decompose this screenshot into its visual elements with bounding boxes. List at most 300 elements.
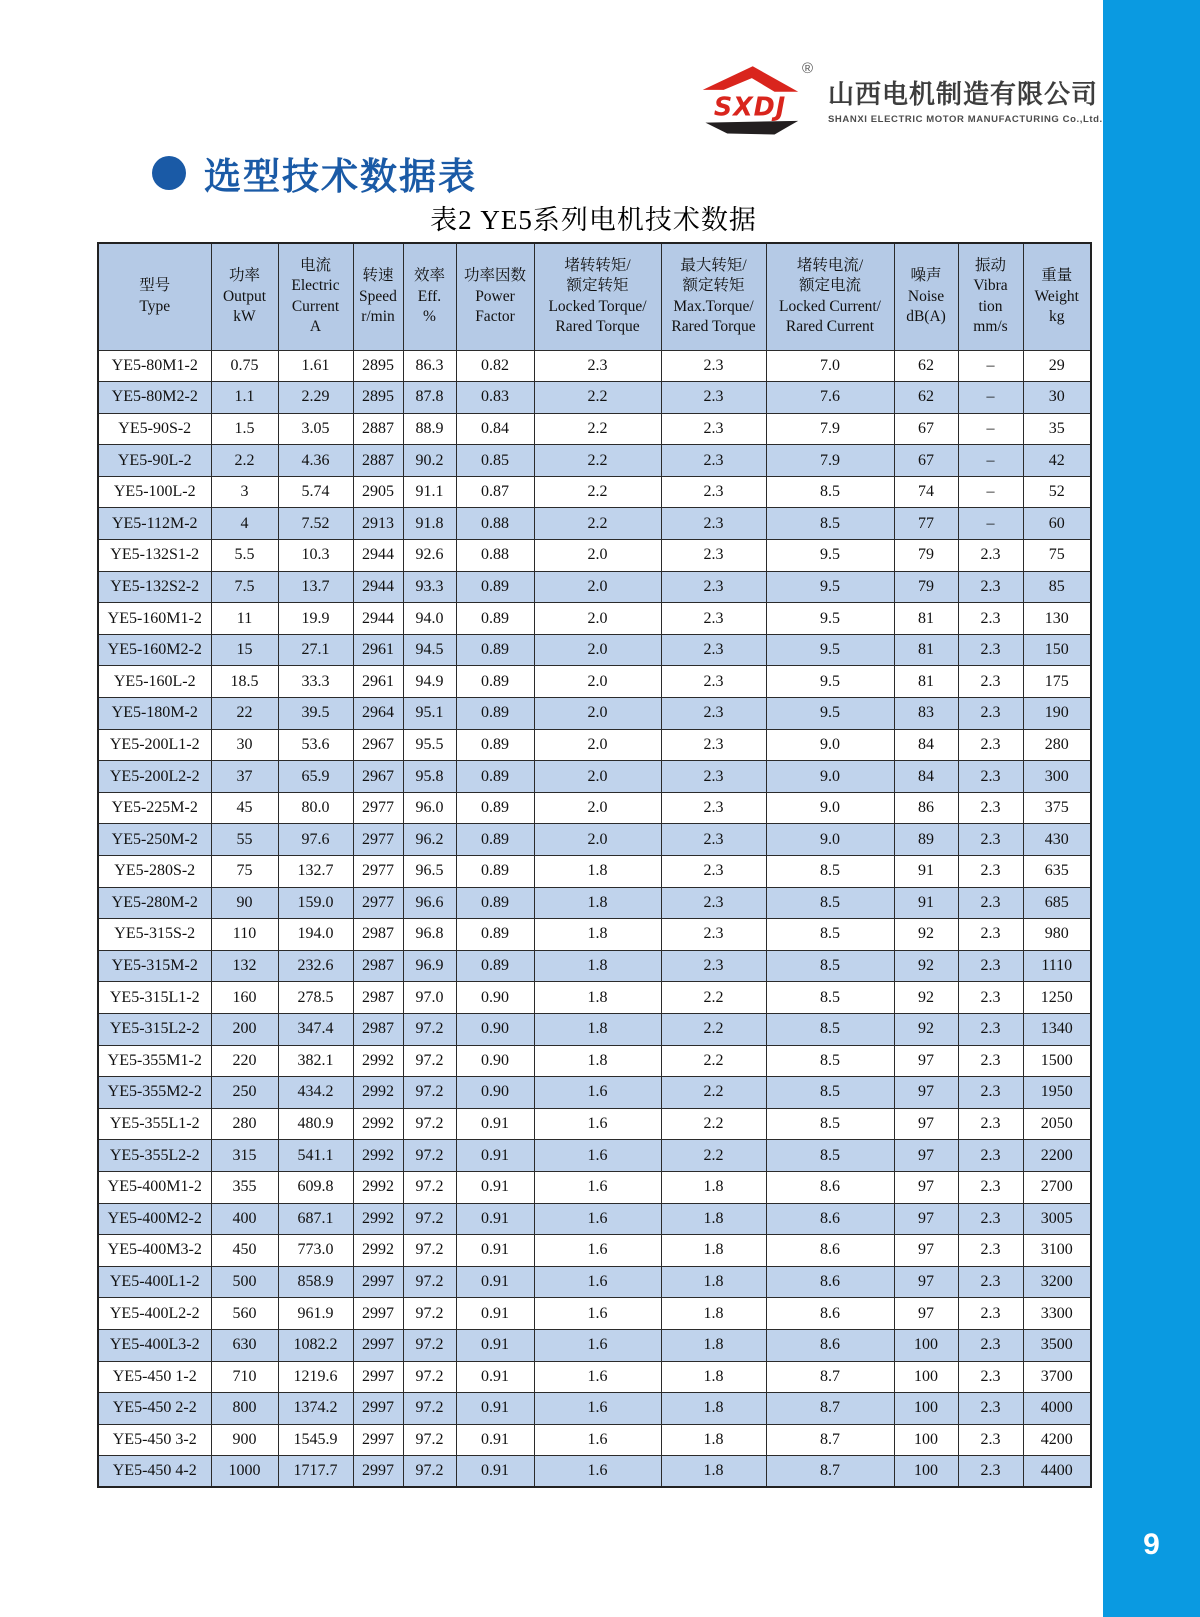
table-cell: 8.5 <box>766 887 894 919</box>
table-cell: 2.2 <box>534 476 661 508</box>
table-cell: 2.3 <box>958 571 1023 603</box>
table-cell: 86 <box>894 792 958 824</box>
table-cell: 9.0 <box>766 761 894 793</box>
table-cell: 8.5 <box>766 919 894 951</box>
table-cell: 2.3 <box>958 729 1023 761</box>
table-cell: 8.5 <box>766 1108 894 1140</box>
table-row <box>98 1108 1091 1140</box>
table-cell: 1.8 <box>661 1203 766 1235</box>
table-cell: 7.9 <box>766 413 894 445</box>
table-row <box>98 1298 1091 1330</box>
table-cell: 1.6 <box>534 1329 661 1361</box>
table-cell: 315 <box>211 1140 278 1172</box>
table-cell: 2.2 <box>534 508 661 540</box>
table-cell: 96.8 <box>403 919 456 951</box>
table-cell: 1.6 <box>534 1266 661 1298</box>
table-cell: 0.87 <box>456 476 534 508</box>
table-cell: 100 <box>894 1393 958 1425</box>
table-cell: 0.91 <box>456 1361 534 1393</box>
table-cell: 2.3 <box>661 382 766 414</box>
table-cell: 2.3 <box>958 761 1023 793</box>
table-cell: 1219.6 <box>278 1361 353 1393</box>
table-cell: 1.6 <box>534 1171 661 1203</box>
table-cell: YE5-200L1-2 <box>98 729 211 761</box>
table-row <box>98 508 1091 540</box>
table-cell: 1.6 <box>534 1298 661 1330</box>
table-cell: 0.75 <box>211 350 278 382</box>
table-cell: 2.3 <box>958 919 1023 951</box>
table-cell: YE5-280S-2 <box>98 856 211 888</box>
table-cell: 2.0 <box>534 824 661 856</box>
table-cell: 8.6 <box>766 1266 894 1298</box>
table-cell: 2.0 <box>534 666 661 698</box>
table-cell: 3.05 <box>278 413 353 445</box>
table-cell: 8.6 <box>766 1298 894 1330</box>
table-cell: 97.2 <box>403 1361 456 1393</box>
table-cell: YE5-400M3-2 <box>98 1235 211 1267</box>
table-cell: 89 <box>894 824 958 856</box>
table-row <box>98 1203 1091 1235</box>
table-cell: 2992 <box>353 1203 403 1235</box>
table-cell: YE5-400L3-2 <box>98 1329 211 1361</box>
table-cell: YE5-160M1-2 <box>98 603 211 635</box>
table-cell: 96.5 <box>403 856 456 888</box>
table-cell: 2.3 <box>958 1171 1023 1203</box>
table-row <box>98 824 1091 856</box>
table-cell: 91.8 <box>403 508 456 540</box>
table-cell: 110 <box>211 919 278 951</box>
table-cell: 500 <box>211 1266 278 1298</box>
table-cell: 5.5 <box>211 540 278 572</box>
table-cell: 2997 <box>353 1424 403 1456</box>
table-cell: 96.0 <box>403 792 456 824</box>
table-cell: 9.5 <box>766 634 894 666</box>
column-header: 重量 Weight kg <box>1023 243 1091 350</box>
table-cell: YE5-132S2-2 <box>98 571 211 603</box>
table-cell: 2.3 <box>958 1298 1023 1330</box>
table-cell: 8.7 <box>766 1424 894 1456</box>
table-cell: 2.3 <box>661 698 766 730</box>
table-cell: 0.90 <box>456 982 534 1014</box>
table-cell: – <box>958 413 1023 445</box>
table-cell: 4200 <box>1023 1424 1091 1456</box>
column-header: 噪声 Noise dB(A) <box>894 243 958 350</box>
table-cell: 97.2 <box>403 1393 456 1425</box>
table-row <box>98 1013 1091 1045</box>
table-cell: – <box>958 382 1023 414</box>
table-cell: 83 <box>894 698 958 730</box>
table-cell: 1.6 <box>534 1203 661 1235</box>
registered-trademark-icon: ® <box>802 60 814 77</box>
table-cell: 1.6 <box>534 1108 661 1140</box>
table-cell: 96.9 <box>403 950 456 982</box>
table-cell: YE5-400L2-2 <box>98 1298 211 1330</box>
table-cell: 5.74 <box>278 476 353 508</box>
table-cell: 13.7 <box>278 571 353 603</box>
table-cell: 42 <box>1023 445 1091 477</box>
table-cell: 97.2 <box>403 1266 456 1298</box>
table-cell: 2967 <box>353 761 403 793</box>
table-cell: 84 <box>894 729 958 761</box>
table-cell: 2.3 <box>661 919 766 951</box>
table-cell: 1.8 <box>661 1361 766 1393</box>
table-cell: 10.3 <box>278 540 353 572</box>
table-cell: 2200 <box>1023 1140 1091 1172</box>
table-cell: 92 <box>894 1013 958 1045</box>
table-row <box>98 413 1091 445</box>
table-cell: 95.8 <box>403 761 456 793</box>
table-cell: 630 <box>211 1329 278 1361</box>
table-row <box>98 919 1091 951</box>
table-cell: 0.84 <box>456 413 534 445</box>
table-cell: 280 <box>211 1108 278 1140</box>
table-cell: 2.3 <box>958 856 1023 888</box>
table-cell: YE5-160L-2 <box>98 666 211 698</box>
table-cell: 961.9 <box>278 1298 353 1330</box>
table-cell: 97 <box>894 1108 958 1140</box>
table-cell: YE5-450 3-2 <box>98 1424 211 1456</box>
company-name-en: SHANXI ELECTRIC MOTOR MANUFACTURING Co.,Ltd. <box>828 114 1103 125</box>
table-cell: – <box>958 508 1023 540</box>
table-cell: 8.5 <box>766 1045 894 1077</box>
table-cell: YE5-200L2-2 <box>98 761 211 793</box>
table-cell: 79 <box>894 540 958 572</box>
bullet-icon <box>152 156 186 190</box>
table-row <box>98 1140 1091 1172</box>
table-cell: 1.8 <box>534 887 661 919</box>
table-cell: 2.2 <box>534 382 661 414</box>
table-cell: YE5-355M1-2 <box>98 1045 211 1077</box>
table-cell: 8.7 <box>766 1456 894 1488</box>
table-cell: 9.0 <box>766 729 894 761</box>
table-cell: 8.5 <box>766 1077 894 1109</box>
table-cell: 2.3 <box>661 445 766 477</box>
column-header: 振动 Vibra tion mm/s <box>958 243 1023 350</box>
table-cell: – <box>958 350 1023 382</box>
table-cell: 800 <box>211 1393 278 1425</box>
table-cell: 480.9 <box>278 1108 353 1140</box>
table-cell: 1082.2 <box>278 1329 353 1361</box>
table-cell: 75 <box>211 856 278 888</box>
table-cell: 2895 <box>353 382 403 414</box>
table-cell: 2.3 <box>661 476 766 508</box>
table-cell: 1.6 <box>534 1077 661 1109</box>
table-cell: YE5-400L1-2 <box>98 1266 211 1298</box>
table-cell: YE5-90L-2 <box>98 445 211 477</box>
table-cell: YE5-315L1-2 <box>98 982 211 1014</box>
table-row <box>98 761 1091 793</box>
motor-data-table <box>97 242 1092 1488</box>
table-cell: 2992 <box>353 1077 403 1109</box>
table-cell: 2992 <box>353 1140 403 1172</box>
table-cell: 2.3 <box>958 1045 1023 1077</box>
table-cell: 382.1 <box>278 1045 353 1077</box>
table-cell: 2.0 <box>534 634 661 666</box>
table-row <box>98 792 1091 824</box>
table-cell: 2944 <box>353 603 403 635</box>
table-cell: 2.3 <box>661 666 766 698</box>
column-header: 功率 Output kW <box>211 243 278 350</box>
table-cell: 52 <box>1023 476 1091 508</box>
table-cell: 1.6 <box>534 1235 661 1267</box>
table-cell: 2.0 <box>534 729 661 761</box>
table-cell: 2.3 <box>958 1203 1023 1235</box>
table-cell: 2.3 <box>661 729 766 761</box>
table-cell: 300 <box>1023 761 1091 793</box>
table-cell: 97 <box>894 1298 958 1330</box>
table-cell: 3005 <box>1023 1203 1091 1235</box>
table-cell: 2.3 <box>958 1266 1023 1298</box>
table-body <box>98 350 1091 1487</box>
table-cell: 92 <box>894 950 958 982</box>
table-cell: 2.3 <box>661 350 766 382</box>
table-cell: 9.0 <box>766 792 894 824</box>
table-cell: 2987 <box>353 1013 403 1045</box>
table-cell: 2.3 <box>958 1361 1023 1393</box>
table-cell: 355 <box>211 1171 278 1203</box>
table-cell: 2887 <box>353 413 403 445</box>
table-row <box>98 1077 1091 1109</box>
table-cell: 2.3 <box>958 603 1023 635</box>
table-cell: 2.3 <box>534 350 661 382</box>
table-cell: 2.0 <box>534 761 661 793</box>
table-cell: 90 <box>211 887 278 919</box>
table-cell: 33.3 <box>278 666 353 698</box>
table-title: 表2 YE5系列电机技术数据 <box>430 205 757 235</box>
table-cell: 8.5 <box>766 982 894 1014</box>
table-cell: 2.2 <box>211 445 278 477</box>
table-cell: 2.3 <box>958 1424 1023 1456</box>
table-cell: YE5-180M-2 <box>98 698 211 730</box>
table-cell: 159.0 <box>278 887 353 919</box>
table-cell: 2977 <box>353 792 403 824</box>
table-cell: 1.8 <box>661 1424 766 1456</box>
table-row <box>98 729 1091 761</box>
table-cell: 1110 <box>1023 950 1091 982</box>
table-cell: 8.5 <box>766 856 894 888</box>
table-cell: 1717.7 <box>278 1456 353 1488</box>
table-cell: YE5-450 1-2 <box>98 1361 211 1393</box>
table-cell: 2987 <box>353 950 403 982</box>
table-header-row <box>98 243 1091 350</box>
table-cell: 2997 <box>353 1393 403 1425</box>
table-cell: 200 <box>211 1013 278 1045</box>
table-cell: 2.3 <box>661 413 766 445</box>
table-cell: 22 <box>211 698 278 730</box>
table-cell: YE5-112M-2 <box>98 508 211 540</box>
table-cell: 2.3 <box>958 1140 1023 1172</box>
table-cell: 2997 <box>353 1329 403 1361</box>
table-row <box>98 698 1091 730</box>
table-cell: 85 <box>1023 571 1091 603</box>
table-cell: 900 <box>211 1424 278 1456</box>
table-cell: 77 <box>894 508 958 540</box>
table-cell: 635 <box>1023 856 1091 888</box>
table-cell: YE5-355L1-2 <box>98 1108 211 1140</box>
table-cell: 84 <box>894 761 958 793</box>
table-cell: 220 <box>211 1045 278 1077</box>
table-cell: 0.91 <box>456 1329 534 1361</box>
table-cell: 92 <box>894 919 958 951</box>
table-cell: – <box>958 445 1023 477</box>
table-cell: 2.2 <box>661 1077 766 1109</box>
table-cell: 100 <box>894 1456 958 1488</box>
table-cell: 8.5 <box>766 1013 894 1045</box>
table-cell: 150 <box>1023 634 1091 666</box>
table-row <box>98 1329 1091 1361</box>
table-cell: 0.91 <box>456 1108 534 1140</box>
column-header: 转速 Speed r/min <box>353 243 403 350</box>
table-cell: 2.3 <box>958 1329 1023 1361</box>
table-cell: 1.61 <box>278 350 353 382</box>
table-cell: 62 <box>894 350 958 382</box>
table-cell: 87.8 <box>403 382 456 414</box>
table-cell: 3500 <box>1023 1329 1091 1361</box>
table-cell: 9.5 <box>766 698 894 730</box>
table-cell: 0.88 <box>456 508 534 540</box>
table-row <box>98 571 1091 603</box>
table-cell: 0.91 <box>456 1298 534 1330</box>
table-cell: 53.6 <box>278 729 353 761</box>
table-cell: 0.89 <box>456 698 534 730</box>
table-cell: 400 <box>211 1203 278 1235</box>
table-cell: 1.8 <box>661 1266 766 1298</box>
table-cell: 11 <box>211 603 278 635</box>
table-cell: 86.3 <box>403 350 456 382</box>
table-cell: 132 <box>211 950 278 982</box>
table-cell: 74 <box>894 476 958 508</box>
table-cell: 2.3 <box>958 666 1023 698</box>
table-cell: 160 <box>211 982 278 1014</box>
table-row <box>98 350 1091 382</box>
table-cell: 2997 <box>353 1456 403 1488</box>
table-cell: 2.3 <box>661 824 766 856</box>
table-cell: 2.3 <box>958 950 1023 982</box>
table-cell: 0.89 <box>456 729 534 761</box>
table-cell: 2.2 <box>661 1140 766 1172</box>
table-cell: 1.6 <box>534 1424 661 1456</box>
table-cell: 81 <box>894 634 958 666</box>
table-row <box>98 634 1091 666</box>
table-cell: 1.1 <box>211 382 278 414</box>
table-cell: 2.3 <box>958 1108 1023 1140</box>
table-cell: 0.89 <box>456 856 534 888</box>
table-cell: 2.3 <box>661 508 766 540</box>
table-cell: 96.6 <box>403 887 456 919</box>
table-cell: 0.91 <box>456 1393 534 1425</box>
column-header: 型号 Type <box>98 243 211 350</box>
table-cell: 2992 <box>353 1108 403 1140</box>
table-cell: 1000 <box>211 1456 278 1488</box>
table-cell: 8.6 <box>766 1235 894 1267</box>
table-cell: 1.8 <box>534 1045 661 1077</box>
table-row <box>98 1361 1091 1393</box>
table-cell: 1.6 <box>534 1140 661 1172</box>
table-cell: 0.91 <box>456 1235 534 1267</box>
table-cell: 55 <box>211 824 278 856</box>
table-cell: YE5-450 4-2 <box>98 1456 211 1488</box>
table-cell: YE5-315S-2 <box>98 919 211 951</box>
svg-text:SXDJ: SXDJ <box>713 92 787 123</box>
table-cell: 280 <box>1023 729 1091 761</box>
table-row <box>98 1045 1091 1077</box>
table-cell: 65.9 <box>278 761 353 793</box>
table-row <box>98 1393 1091 1425</box>
table-cell: 278.5 <box>278 982 353 1014</box>
table-cell: 15 <box>211 634 278 666</box>
table-cell: 0.82 <box>456 350 534 382</box>
company-logo <box>700 60 1103 142</box>
table-cell: 97.6 <box>278 824 353 856</box>
table-cell: 75 <box>1023 540 1091 572</box>
table-cell: 8.5 <box>766 508 894 540</box>
table-cell: 1.5 <box>211 413 278 445</box>
table-row <box>98 856 1091 888</box>
table-cell: 9.5 <box>766 603 894 635</box>
table-cell: 2.3 <box>958 1456 1023 1488</box>
table-cell: 2977 <box>353 856 403 888</box>
table-cell: 1.8 <box>534 982 661 1014</box>
table-cell: 2.0 <box>534 571 661 603</box>
table-row <box>98 476 1091 508</box>
column-header: 功率因数 Power Factor <box>456 243 534 350</box>
table-cell: 3200 <box>1023 1266 1091 1298</box>
table-cell: 2.3 <box>661 540 766 572</box>
table-row <box>98 950 1091 982</box>
table-cell: 97.2 <box>403 1456 456 1488</box>
table-cell: 62 <box>894 382 958 414</box>
table-cell: 30 <box>1023 382 1091 414</box>
table-cell: 3700 <box>1023 1361 1091 1393</box>
table-cell: 434.2 <box>278 1077 353 1109</box>
table-cell: 2944 <box>353 540 403 572</box>
table-cell: 2.3 <box>958 540 1023 572</box>
table-cell: 0.90 <box>456 1013 534 1045</box>
table-cell: 2987 <box>353 919 403 951</box>
table-cell: 4.36 <box>278 445 353 477</box>
table-cell: 2997 <box>353 1298 403 1330</box>
table-cell: 4000 <box>1023 1393 1091 1425</box>
table-cell: 67 <box>894 413 958 445</box>
table-cell: 92 <box>894 982 958 1014</box>
table-cell: YE5-450 2-2 <box>98 1393 211 1425</box>
table-cell: 1.6 <box>534 1456 661 1488</box>
table-cell: 2700 <box>1023 1171 1091 1203</box>
table-cell: 1.6 <box>534 1393 661 1425</box>
table-cell: 94.0 <box>403 603 456 635</box>
table-cell: 0.89 <box>456 603 534 635</box>
table-cell: 94.5 <box>403 634 456 666</box>
table-cell: 97.2 <box>403 1140 456 1172</box>
table-cell: YE5-80M1-2 <box>98 350 211 382</box>
table-cell: 2.3 <box>958 1393 1023 1425</box>
table-cell: 19.9 <box>278 603 353 635</box>
table-cell: YE5-132S1-2 <box>98 540 211 572</box>
table-cell: 2.2 <box>661 1108 766 1140</box>
table-cell: 0.89 <box>456 919 534 951</box>
table-cell: 2977 <box>353 824 403 856</box>
table-cell: 2961 <box>353 634 403 666</box>
table-cell: 97 <box>894 1171 958 1203</box>
table-cell: 1.8 <box>661 1456 766 1488</box>
table-cell: 29 <box>1023 350 1091 382</box>
table-cell: 8.5 <box>766 1140 894 1172</box>
table-cell: 2.3 <box>958 634 1023 666</box>
table-cell: 375 <box>1023 792 1091 824</box>
table-cell: 3300 <box>1023 1298 1091 1330</box>
table-cell: 88.9 <box>403 413 456 445</box>
table-cell: YE5-400M2-2 <box>98 1203 211 1235</box>
